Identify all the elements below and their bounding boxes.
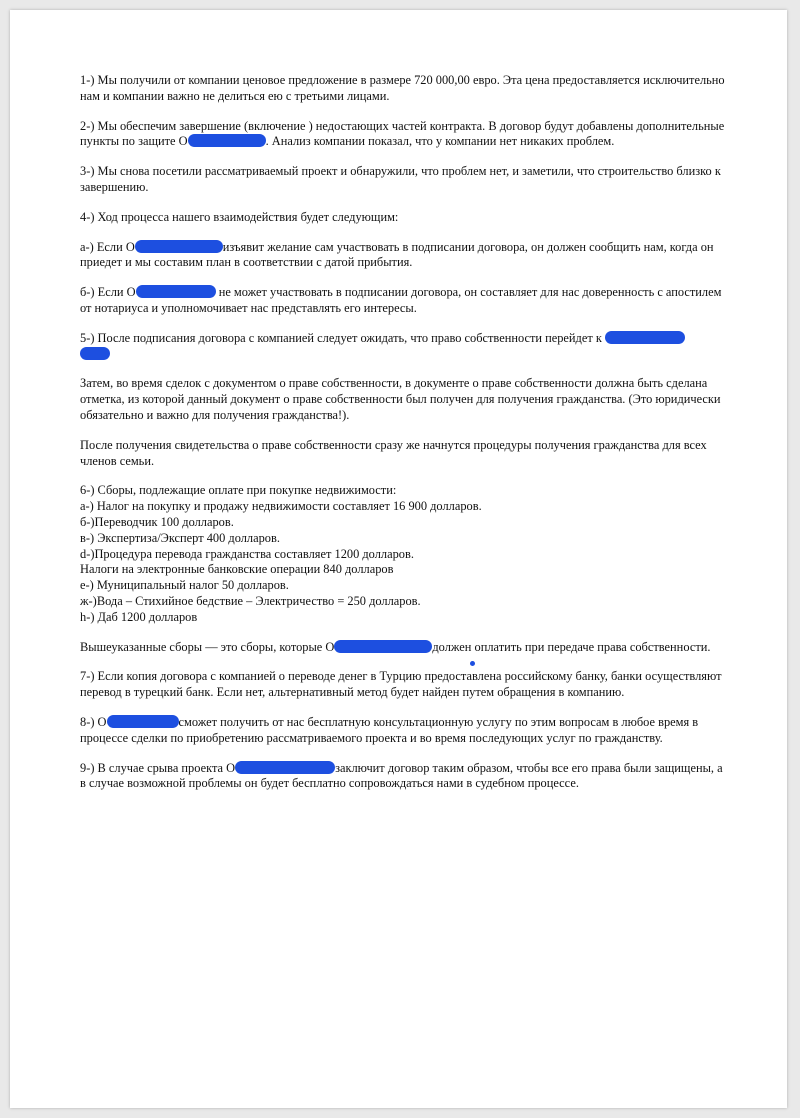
redaction-mark: [334, 640, 432, 653]
redaction-mark: [188, 134, 266, 147]
fees-item: б-)Переводчик 100 долларов.: [80, 514, 234, 529]
fees-list: [80, 483, 730, 625]
redaction-mark: [136, 285, 216, 298]
redaction-mark: [80, 347, 110, 360]
redaction-mark: [235, 761, 335, 774]
paragraph-6: Затем, во время сделок с документом о праве собственности, в документе о праве собственности должна быть сделана отметка, из которой данный документ о праве собственности был получен для получения гражданства. (Это юридически обязательно и важно для получения гражданства!).: [80, 376, 721, 422]
paragraph-2: 2-) Мы обеспечим завершение (включение ) недостающих частей контракта. В договор будут добавлены дополнительные пункты по защите О . Анализ компании показал, что у компании нет никаких проблем.: [80, 118, 725, 149]
paragraph-3: 3-) Мы снова посетили рассматриваемый проект и обнаружили, что проблем нет, и заметили, что строительство близко к завершению.: [80, 164, 721, 194]
paragraph-10: 8-) О сможет получить от нас бесплатную консультационную услугу по этим вопросам в любое время в процессе сделки по приобретению рассматриваемого проекта и во время последующих услуг по гражданству.: [80, 714, 699, 745]
document-page: [10, 10, 787, 1108]
redaction-mark: [107, 715, 179, 728]
fees-item: 6-) Сборы, подлежащие оплате при покупке недвижимости:: [80, 483, 397, 498]
fees-item: а-) Налог на покупку и продажу недвижимости составляет 16 900 долларов.: [80, 499, 482, 514]
fees-item: е-) Муниципальный налог 50 долларов.: [80, 578, 289, 593]
paragraph-4a: а-) Если О изъявит желание сам участвовать в подписании договора, он должен сообщить нам, когда он приедет и мы составим план в соответствии с датой прибытия.: [80, 239, 714, 270]
stray-dot: [470, 661, 475, 666]
paragraph-11: 9-) В случае срыва проекта О заключит договор таким образом, чтобы все его права были защищены, а в случае возможной проблемы он будет бесплатно сопровождаться нами в судебном процессе.: [80, 760, 723, 791]
fees-item: h-) Даб 1200 долларов: [80, 609, 198, 624]
fees-item: ж-)Вода – Стихийное бедствие – Электричество = 250 долларов.: [80, 593, 421, 608]
paragraph-7: После получения свидетельства о праве собственности сразу же начнутся процедуры получения гражданства для всех членов семьи.: [80, 437, 707, 468]
paragraph-1: 1-) Мы получили от компании ценовое предложение в размере 720 000,00 евро. Эта цена предоставляется исключительно нам и компании важно не делиться ею с третьими лицами.: [80, 73, 725, 103]
fees-item: Налоги на электронные банковские операции 840 долларов: [80, 562, 394, 577]
document-body: [80, 73, 730, 806]
paragraph-9: 7-) Если копия договора с компанией о переводе денег в Турцию предоставлена российскому банку, банки осуществляют перевод в турецкий банк. Если нет, альтернативный метод будет найден путем обращения в компанию.: [80, 669, 722, 700]
redaction-mark: [135, 240, 223, 253]
fees-item: в-) Экспертиза/Эксперт 400 долларов.: [80, 530, 280, 545]
fees-item: d-)Процедура перевода гражданства составляет 1200 долларов.: [80, 546, 414, 561]
paragraph-8: Вышеуказанные сборы — это сборы, которые О должен оплатить при передаче права собственности.: [80, 639, 711, 654]
redaction-mark: [605, 331, 685, 344]
paragraph-5: 5-) После подписания договора с компанией следует ожидать, что право собственности перейдет к: [80, 331, 730, 363]
paragraph-4b: б-) Если О не может участвовать в подписании договора, он составляет для нас доверенность с апостилем от нотариуса и уполномочивает нас представлять его интересы.: [80, 285, 722, 315]
paragraph-4: 4-) Ход процесса нашего взаимодействия будет следующим:: [80, 209, 399, 224]
